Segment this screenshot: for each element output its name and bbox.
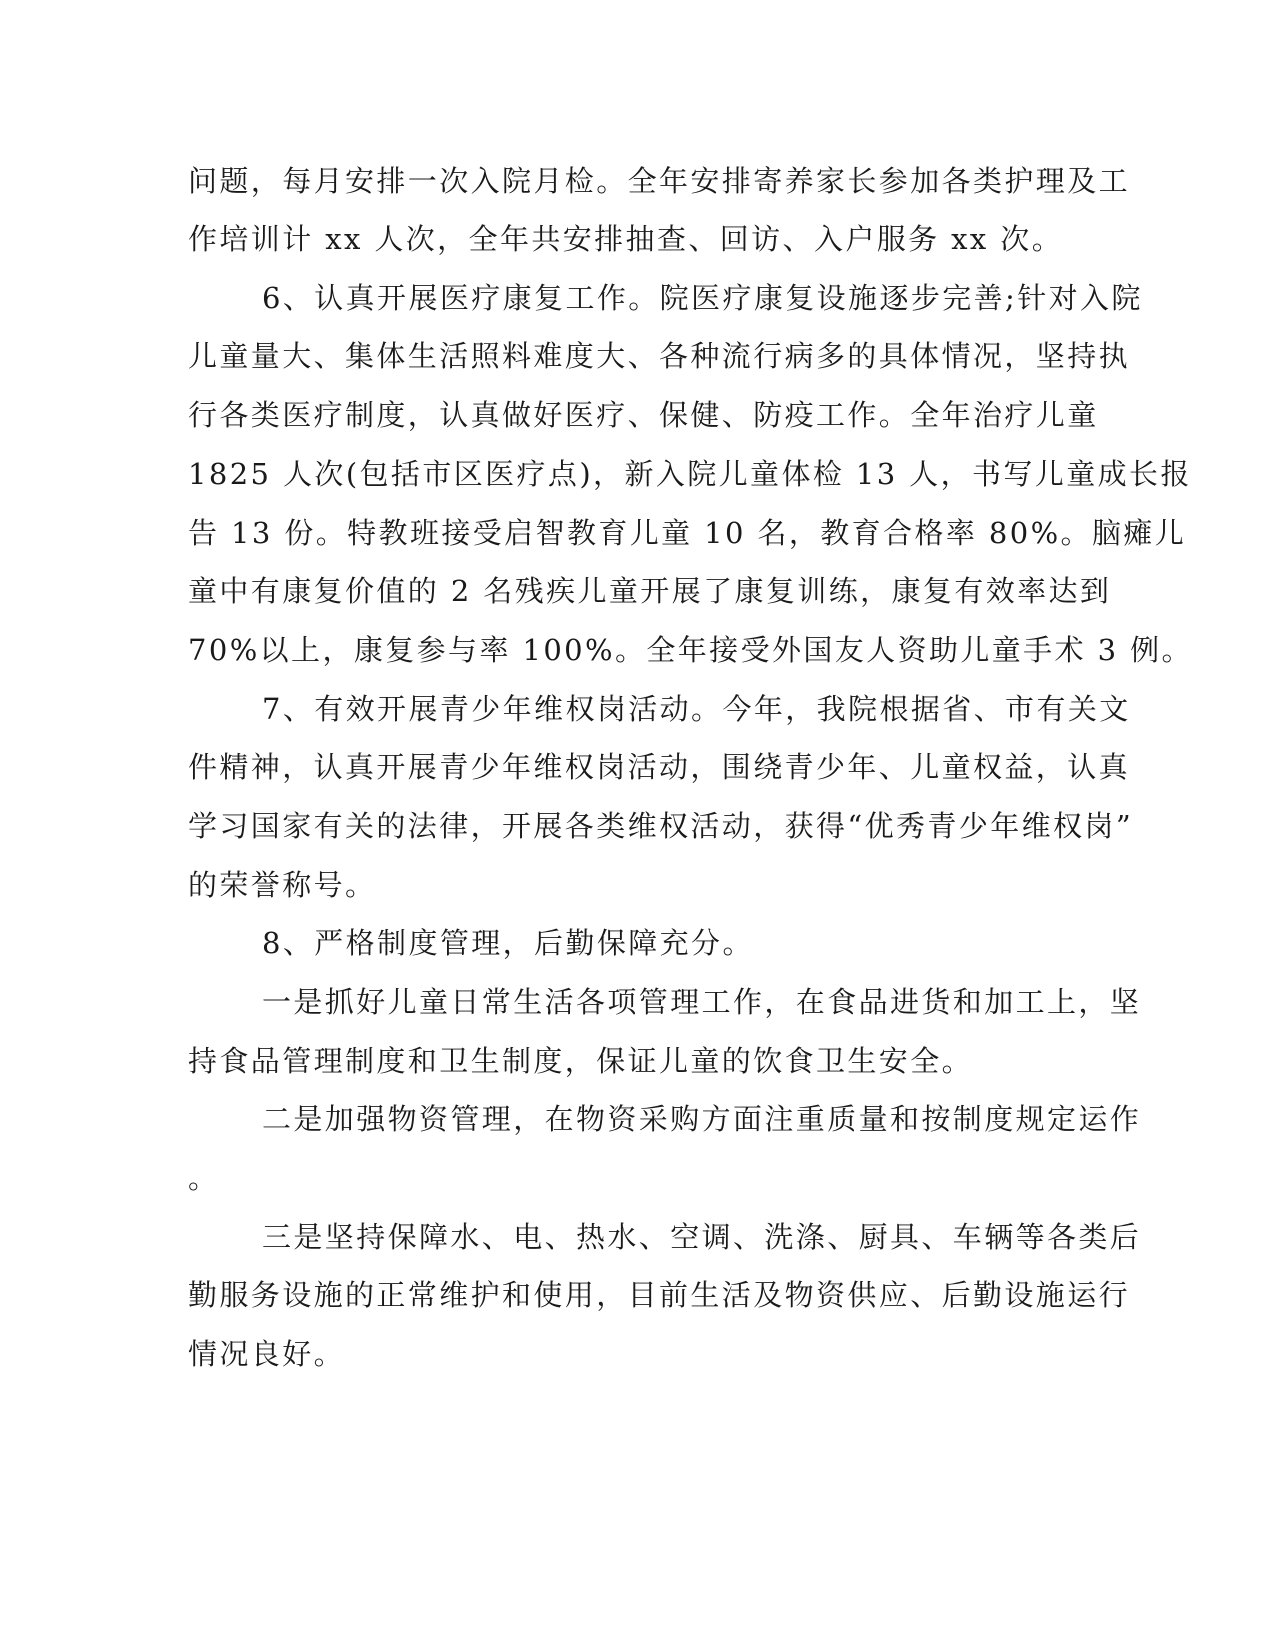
text-line: 童中有康复价值的 2 名残疾儿童开展了康复训练，康复有效率达到 bbox=[188, 574, 1112, 608]
text-line: 1825 人次(包括市区医疗点)，新入院儿童体检 13 人，书写儿童成长报 bbox=[188, 457, 1192, 491]
text-line: 儿童量大、集体生活照料难度大、各种流行病多的具体情况，坚持执 bbox=[188, 339, 1131, 373]
text-line: 情况良好。 bbox=[188, 1337, 346, 1371]
text-line: 三是坚持保障水、电、热水、空调、洗涤、厨具、车辆等各类后 bbox=[262, 1220, 1142, 1254]
text-line: 学习国家有关的法律，开展各类维权活动，获得“优秀青少年维权岗” bbox=[188, 809, 1134, 843]
paragraph-8-heading: 8、严格制度管理，后勤保障充分。 bbox=[262, 926, 754, 960]
text-line: 问题，每月安排一次入院月检。全年安排寄养家长参加各类护理及工 bbox=[188, 164, 1131, 198]
paragraph-6-heading: 6、认真开展医疗康复工作。院医疗康复设施逐步完善;针对入院 bbox=[262, 281, 1143, 315]
text-line: 70%以上，康复参与率 100%。全年接受外国友人资助儿童手术 3 例。 bbox=[188, 633, 1193, 667]
text-line: 告 13 份。特教班接受启智教育儿童 10 名，教育合格率 80%。脑瘫儿 bbox=[188, 516, 1187, 550]
text-line: 持食品管理制度和卫生制度，保证儿童的饮食卫生安全。 bbox=[188, 1044, 974, 1078]
text-line: 。 bbox=[188, 1161, 220, 1195]
text-line: 件精神，认真开展青少年维权岗活动，围绕青少年、儿童权益，认真 bbox=[188, 750, 1131, 784]
text-line: 一是抓好儿童日常生活各项管理工作，在食品进货和加工上，坚 bbox=[262, 985, 1142, 1019]
text-line: 行各类医疗制度，认真做好医疗、保健、防疫工作。全年治疗儿童 bbox=[188, 398, 1099, 432]
text-line: 作培训计 xx 人次，全年共安排抽查、回访、入户服务 xx 次。 bbox=[188, 222, 1064, 256]
paragraph-7-heading: 7、有效开展青少年维权岗活动。今年，我院根据省、市有关文 bbox=[262, 692, 1131, 726]
text-line: 勤服务设施的正常维护和使用，目前生活及物资供应、后勤设施运行 bbox=[188, 1278, 1131, 1312]
text-line: 二是加强物资管理，在物资采购方面注重质量和按制度规定运作 bbox=[262, 1102, 1142, 1136]
text-line: 的荣誉称号。 bbox=[188, 868, 377, 902]
